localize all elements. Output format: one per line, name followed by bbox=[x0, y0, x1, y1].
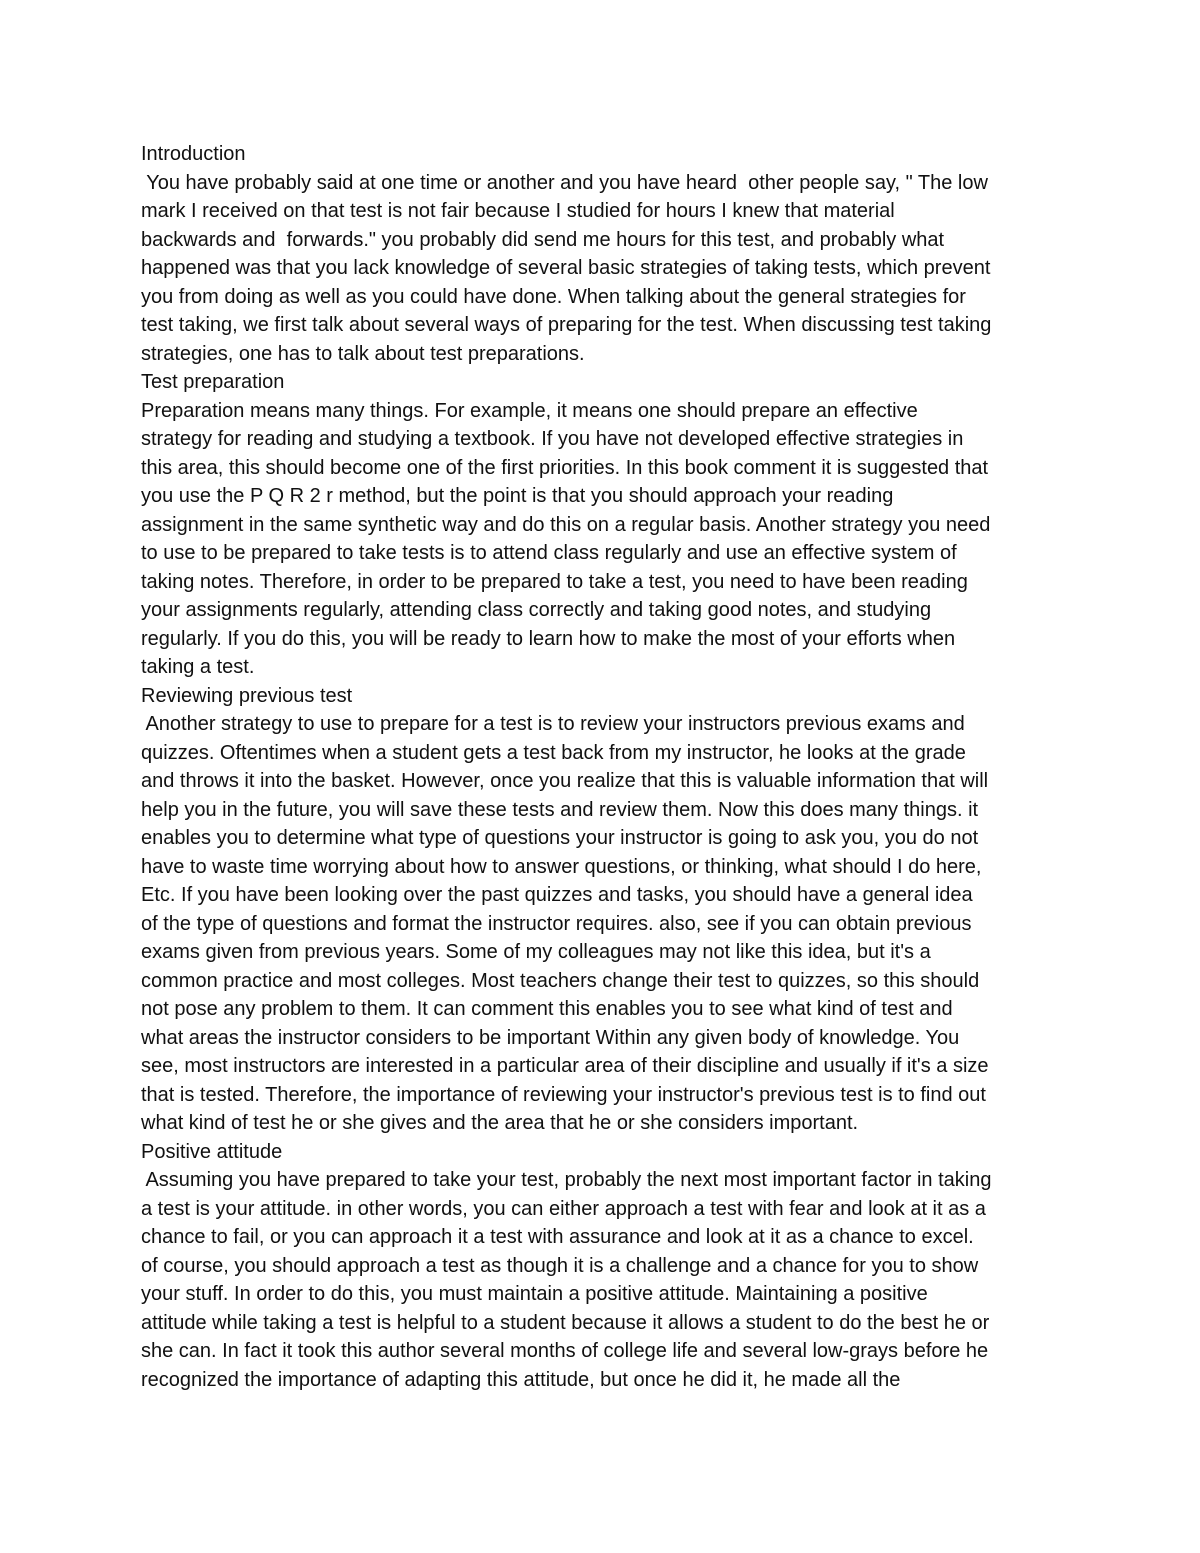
text-line: what kind of test he or she gives and the area that he or she considers important. bbox=[141, 1112, 859, 1134]
text-line: taking notes. Therefore, in order to be prepared to take a test, you need to have been reading bbox=[141, 570, 968, 593]
heading-test-preparation: Test preparation bbox=[141, 371, 285, 393]
text-line: quizzes. Oftentimes when a student gets a test back from my instructor, he looks at the grade bbox=[141, 741, 966, 764]
text-line: to use to be prepared to take tests is to attend class regularly and use an effective system of bbox=[141, 542, 957, 564]
text-line: backwards and forwards." you probably did send me hours for this test, and probably what bbox=[141, 228, 945, 251]
heading-positive-attitude: Positive attitude bbox=[141, 1140, 283, 1163]
text-line: of the type of questions and format the instructor requires. also, see if you can obtain previous bbox=[141, 912, 972, 935]
text-line: happened was that you lack knowledge of several basic strategies of taking tests, which prevent bbox=[141, 257, 991, 279]
text-line: that is tested. Therefore, the importance of reviewing your instructor's previous test is to find out bbox=[141, 1083, 986, 1106]
text-line: this area, this should become one of the first priorities. In this book comment it is suggested that bbox=[141, 456, 989, 479]
text-line: enables you to determine what type of questions your instructor is going to ask you, you do not bbox=[141, 827, 979, 849]
text-line: assignment in the same synthetic way and do this on a regular basis. Another strategy you need bbox=[141, 513, 991, 536]
text-line: you from doing as well as you could have done. When talking about the general strategies for bbox=[141, 285, 966, 308]
text-line: a test is your attitude. in other words, you can either approach a test with fear and look at it as a bbox=[141, 1197, 986, 1220]
text-line: see, most instructors are interested in a particular area of their discipline and usually if it's a size bbox=[141, 1055, 989, 1077]
text-line: she can. In fact it took this author several months of college life and several low-grays before he bbox=[141, 1340, 989, 1362]
text-line: your assignments regularly, attending class correctly and taking good notes, and studying bbox=[141, 599, 932, 621]
text-line: chance to fail, or you can approach it a test with assurance and look at it as a chance to excel. bbox=[141, 1226, 974, 1248]
text-line: Preparation means many things. For example, it means one should prepare an effective bbox=[141, 399, 918, 422]
text-line: You have probably said at one time or another and you have heard other people say, " The low bbox=[141, 171, 988, 194]
text-line: exams given from previous years. Some of my colleagues may not like this idea, but it's a bbox=[141, 941, 931, 963]
heading-introduction: Introduction bbox=[141, 143, 246, 165]
text-line: attitude while taking a test is helpful to a student because it allows a student to do the best he or bbox=[141, 1311, 990, 1334]
text-line: and throws it into the basket. However, once you realize that this is valuable information that will bbox=[141, 770, 989, 792]
document-body bbox=[141, 140, 1071, 1394]
text-line: taking a test. bbox=[141, 656, 255, 678]
text-line: test taking, we first talk about several ways of preparing for the test. When discussing test taking bbox=[141, 314, 992, 336]
text-line: help you in the future, you will save these tests and review them. Now this does many things. it bbox=[141, 798, 979, 821]
text-line: what areas the instructor considers to be important Within any given body of knowledge. You bbox=[141, 1026, 960, 1049]
text-line: regularly. If you do this, you will be ready to learn how to make the most of your efforts when bbox=[141, 627, 956, 650]
text-line: Another strategy to use to prepare for a test is to review your instructors previous exams and bbox=[141, 713, 965, 735]
text-line: not pose any problem to them. It can comment this enables you to see what kind of test and bbox=[141, 998, 953, 1020]
text-line: Assuming you have prepared to take your test, probably the next most important factor in taking bbox=[141, 1169, 992, 1191]
text-line: your stuff. In order to do this, you must maintain a positive attitude. Maintaining a positive bbox=[141, 1283, 928, 1305]
text-line: you use the P Q R 2 r method, but the point is that you should approach your reading bbox=[141, 485, 894, 507]
text-line: common practice and most colleges. Most teachers change their test to quizzes, so this should bbox=[141, 969, 980, 992]
text-line: Etc. If you have been looking over the past quizzes and tasks, you should have a general idea bbox=[141, 884, 973, 906]
text-line: have to waste time worrying about how to answer questions, or thinking, what should I do here, bbox=[141, 855, 982, 878]
heading-reviewing-previous-test: Reviewing previous test bbox=[141, 684, 353, 707]
text-line: strategies, one has to talk about test preparations. bbox=[141, 342, 585, 365]
text-line: strategy for reading and studying a textbook. If you have not developed effective strategies in bbox=[141, 428, 964, 450]
text-line: mark I received on that test is not fair because I studied for hours I knew that material bbox=[141, 200, 895, 222]
text-line: of course, you should approach a test as though it is a challenge and a chance for you to show bbox=[141, 1254, 979, 1277]
text-line: recognized the importance of adapting this attitude, but once he did it, he made all the bbox=[141, 1368, 901, 1391]
